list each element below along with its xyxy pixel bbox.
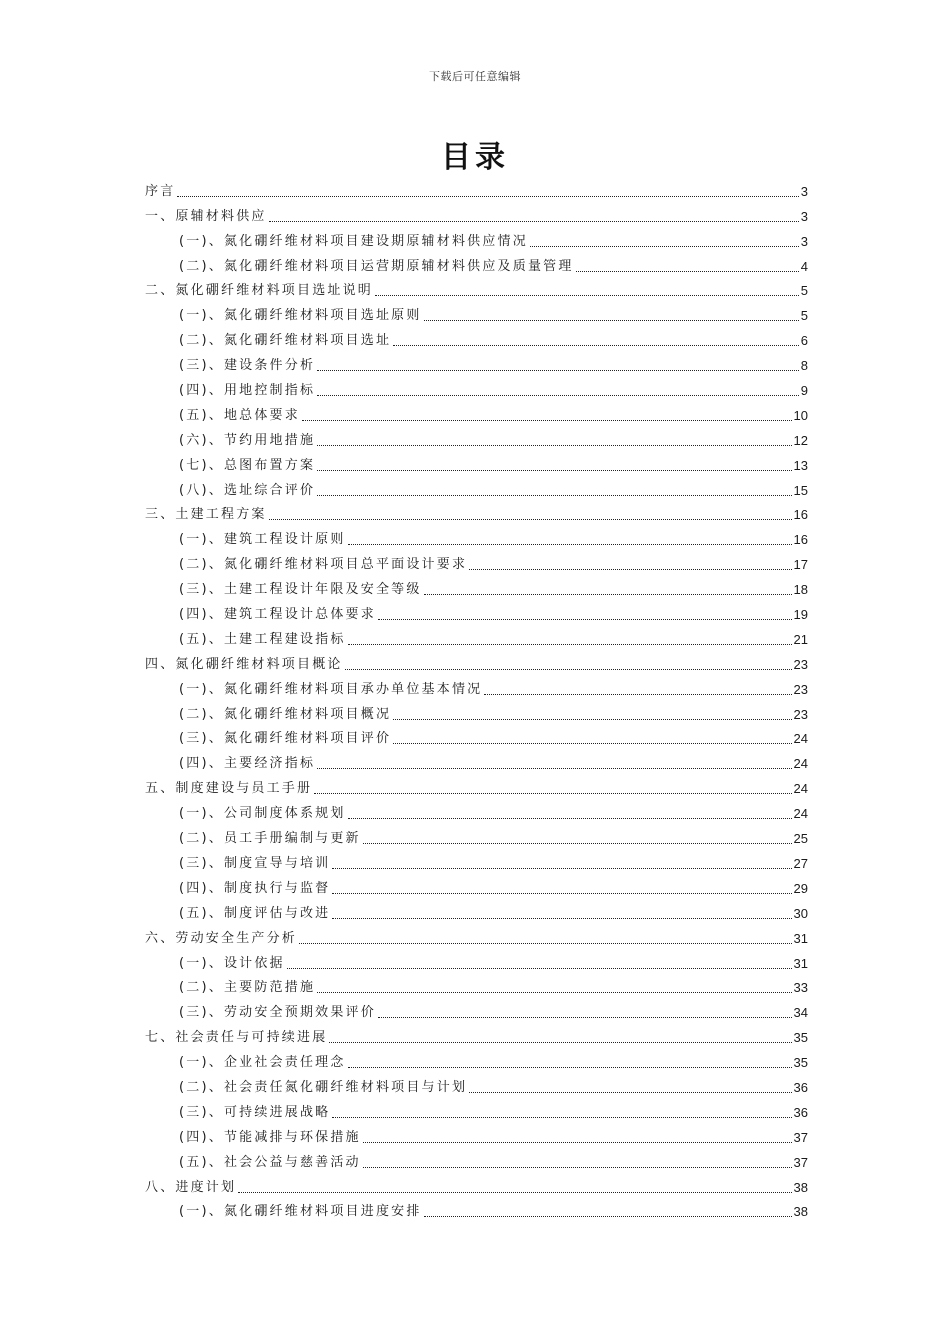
toc-dot-leader bbox=[348, 544, 792, 545]
toc-dot-leader bbox=[317, 395, 799, 396]
toc-dot-leader bbox=[393, 345, 799, 346]
toc-entry[interactable] bbox=[145, 1196, 808, 1221]
toc-entry[interactable] bbox=[145, 374, 808, 399]
toc-entry-label: 八、进度计划 bbox=[145, 1179, 237, 1195]
toc-entry-label: (二)、氮化硼纤维材料项目选址 bbox=[179, 333, 392, 349]
toc-entry[interactable] bbox=[145, 1096, 808, 1121]
toc-entry-label: (四)、建筑工程设计总体要求 bbox=[179, 607, 376, 623]
toc-entry-page: 34 bbox=[793, 1005, 808, 1021]
toc-entry-page: 16 bbox=[793, 507, 808, 523]
toc-dot-leader bbox=[302, 420, 792, 421]
toc-entry-page: 35 bbox=[793, 1055, 808, 1071]
toc-entry-page: 9 bbox=[800, 383, 808, 399]
toc-entry-page: 38 bbox=[793, 1179, 808, 1195]
toc-entry-page: 33 bbox=[793, 980, 808, 996]
toc-dot-leader bbox=[424, 594, 792, 595]
toc-entry-label: (二)、氮化硼纤维材料项目总平面设计要求 bbox=[179, 557, 468, 573]
toc-entry-label: 一、原辅材料供应 bbox=[145, 208, 267, 224]
toc-entry[interactable] bbox=[145, 299, 808, 324]
toc-entry-page: 5 bbox=[800, 283, 808, 299]
toc-dot-leader bbox=[332, 868, 791, 869]
toc-entry-page: 38 bbox=[793, 1204, 808, 1220]
toc-entry-label: (二)、主要防范措施 bbox=[179, 980, 316, 996]
toc-entry-page: 10 bbox=[793, 407, 808, 423]
toc-entry[interactable] bbox=[145, 424, 808, 449]
toc-entry[interactable] bbox=[145, 449, 808, 474]
toc-entry-page: 4 bbox=[800, 258, 808, 274]
toc-entry[interactable] bbox=[145, 573, 808, 598]
toc-entry-label: (一)、氮化硼纤维材料项目选址原则 bbox=[179, 308, 422, 324]
toc-entry[interactable] bbox=[145, 747, 808, 772]
toc-entry[interactable] bbox=[145, 598, 808, 623]
toc-dot-leader bbox=[348, 818, 792, 819]
toc-entry[interactable] bbox=[145, 1121, 808, 1146]
toc-entry-label: (一)、氮化硼纤维材料项目建设期原辅材料供应情况 bbox=[179, 233, 528, 249]
toc-dot-leader bbox=[287, 968, 792, 969]
toc-dot-leader bbox=[484, 694, 791, 695]
toc-entry-label: (一)、企业社会责任理念 bbox=[179, 1055, 346, 1071]
toc-dot-leader bbox=[317, 992, 791, 993]
toc-entry-label: (三)、氮化硼纤维材料项目评价 bbox=[179, 731, 392, 747]
toc-entry-label: (五)、社会公益与慈善活动 bbox=[179, 1154, 361, 1170]
toc-entry-label: (一)、公司制度体系规划 bbox=[179, 806, 346, 822]
toc-entry-label: (五)、土建工程建设指标 bbox=[179, 631, 346, 647]
toc-entry[interactable] bbox=[145, 623, 808, 648]
toc-entry-label: (三)、建设条件分析 bbox=[179, 358, 316, 374]
toc-entry-page: 8 bbox=[800, 358, 808, 374]
toc-dot-leader bbox=[378, 619, 792, 620]
toc-entry-page: 13 bbox=[793, 457, 808, 473]
toc-entry[interactable] bbox=[145, 996, 808, 1021]
toc-entry[interactable] bbox=[145, 523, 808, 548]
toc-entry-page: 24 bbox=[793, 806, 808, 822]
toc-entry[interactable] bbox=[145, 822, 808, 847]
toc-entry-label: (三)、土建工程设计年限及安全等级 bbox=[179, 582, 422, 598]
toc-entry-page: 16 bbox=[793, 532, 808, 548]
toc-entry-page: 36 bbox=[793, 1104, 808, 1120]
toc-entry[interactable] bbox=[145, 698, 808, 723]
toc-entry-label: 五、制度建设与员工手册 bbox=[145, 781, 313, 797]
toc-dot-leader bbox=[363, 843, 792, 844]
toc-entry-page: 17 bbox=[793, 557, 808, 573]
toc-entry-page: 21 bbox=[793, 631, 808, 647]
toc-entry[interactable] bbox=[145, 275, 808, 300]
toc-entry[interactable] bbox=[145, 1021, 808, 1046]
toc-entry[interactable] bbox=[145, 947, 808, 972]
toc-entry-page: 18 bbox=[793, 582, 808, 598]
toc-dot-leader bbox=[424, 320, 799, 321]
toc-dot-leader bbox=[317, 470, 791, 471]
toc-dot-leader bbox=[393, 719, 791, 720]
toc-dot-leader bbox=[314, 793, 791, 794]
toc-entry-label: (四)、用地控制指标 bbox=[179, 383, 316, 399]
toc-entry[interactable] bbox=[145, 548, 808, 573]
toc-entry[interactable] bbox=[145, 922, 808, 947]
toc-dot-leader bbox=[469, 569, 791, 570]
toc-entry-label: (一)、氮化硼纤维材料项目进度安排 bbox=[179, 1204, 422, 1220]
toc-dot-leader bbox=[317, 445, 791, 446]
toc-dot-leader bbox=[317, 768, 791, 769]
toc-entry[interactable] bbox=[145, 200, 808, 225]
toc-entry[interactable] bbox=[145, 474, 808, 499]
toc-entry-page: 15 bbox=[793, 482, 808, 498]
toc-entry-label: (一)、设计依据 bbox=[179, 955, 285, 971]
toc-dot-leader bbox=[469, 1092, 791, 1093]
toc-entry[interactable] bbox=[145, 673, 808, 698]
toc-dot-leader bbox=[317, 495, 791, 496]
toc-entry[interactable] bbox=[145, 847, 808, 872]
toc-entry[interactable] bbox=[145, 399, 808, 424]
toc-entry-label: (二)、氮化硼纤维材料项目概况 bbox=[179, 706, 392, 722]
toc-entry-label: 三、土建工程方案 bbox=[145, 507, 267, 523]
toc-dot-leader bbox=[363, 1167, 792, 1168]
toc-entry-page: 12 bbox=[793, 432, 808, 448]
toc-entry[interactable] bbox=[145, 349, 808, 374]
toc-entry-label: (六)、节约用地措施 bbox=[179, 432, 316, 448]
toc-dot-leader bbox=[393, 743, 791, 744]
toc-entry-page: 23 bbox=[793, 656, 808, 672]
toc-entry-label: (一)、建筑工程设计原则 bbox=[179, 532, 346, 548]
toc-entry-label: (五)、地总体要求 bbox=[179, 407, 300, 423]
toc-entry-page: 37 bbox=[793, 1154, 808, 1170]
toc-entry[interactable] bbox=[145, 897, 808, 922]
toc-entry-label: (八)、选址综合评价 bbox=[179, 482, 316, 498]
toc-entry[interactable] bbox=[145, 324, 808, 349]
toc-entry[interactable] bbox=[145, 1071, 808, 1096]
toc-entry-label: (四)、主要经济指标 bbox=[179, 756, 316, 772]
toc-entry-page: 24 bbox=[793, 731, 808, 747]
toc-dot-leader bbox=[363, 1142, 792, 1143]
toc-entry[interactable] bbox=[145, 1046, 808, 1071]
toc-entry-label: (三)、制度宣导与培训 bbox=[179, 855, 331, 871]
toc-dot-leader bbox=[332, 918, 791, 919]
toc-entry-page: 5 bbox=[800, 308, 808, 324]
header-note: 下载后可任意编辑 bbox=[429, 70, 521, 83]
toc-entry[interactable] bbox=[145, 648, 808, 673]
toc-entry[interactable] bbox=[145, 175, 808, 200]
toc-dot-leader bbox=[378, 1017, 792, 1018]
toc-entry-page: 19 bbox=[793, 607, 808, 623]
toc-entry-label: (七)、总图布置方案 bbox=[179, 457, 316, 473]
toc-entry-page: 25 bbox=[793, 831, 808, 847]
toc-entry-page: 24 bbox=[793, 781, 808, 797]
toc-dot-leader bbox=[329, 1042, 791, 1043]
toc-entry-page: 29 bbox=[793, 880, 808, 896]
toc-entry[interactable] bbox=[145, 723, 808, 748]
toc-entry-label: 序言 bbox=[145, 183, 176, 199]
toc-entry-label: (四)、制度执行与监督 bbox=[179, 880, 331, 896]
toc-entry[interactable] bbox=[145, 1146, 808, 1171]
toc-title: 目录 bbox=[441, 140, 509, 175]
toc-entry-page: 24 bbox=[793, 756, 808, 772]
toc-entry-label: (二)、氮化硼纤维材料项目运营期原辅材料供应及质量管理 bbox=[179, 258, 574, 274]
toc-entry-label: (二)、社会责任氮化硼纤维材料项目与计划 bbox=[179, 1079, 468, 1095]
toc-entry-page: 31 bbox=[793, 930, 808, 946]
toc-dot-leader bbox=[332, 1117, 791, 1118]
toc-dot-leader bbox=[317, 370, 799, 371]
toc-entry-label: 六、劳动安全生产分析 bbox=[145, 930, 298, 946]
toc-entry-label: (一)、氮化硼纤维材料项目承办单位基本情况 bbox=[179, 681, 483, 697]
toc-entry-label: (五)、制度评估与改进 bbox=[179, 905, 331, 921]
toc-entry[interactable] bbox=[145, 972, 808, 997]
toc-entry-page: 27 bbox=[793, 855, 808, 871]
toc-entry[interactable] bbox=[145, 772, 808, 797]
toc-entry-page: 23 bbox=[793, 706, 808, 722]
toc-dot-leader bbox=[348, 1067, 792, 1068]
toc-entry[interactable] bbox=[145, 872, 808, 897]
toc-entry[interactable] bbox=[145, 499, 808, 524]
toc-dot-leader bbox=[332, 893, 791, 894]
toc-entry-page: 23 bbox=[793, 681, 808, 697]
toc-entry-page: 31 bbox=[793, 955, 808, 971]
toc-entry-label: (三)、可持续进展战略 bbox=[179, 1104, 331, 1120]
toc-dot-leader bbox=[269, 519, 792, 520]
toc-dot-leader bbox=[238, 1192, 791, 1193]
toc-entry-page: 3 bbox=[800, 233, 808, 249]
toc-entry-label: 二、氮化硼纤维材料项目选址说明 bbox=[145, 283, 374, 299]
toc-dot-leader bbox=[375, 295, 799, 296]
toc-entry[interactable] bbox=[145, 1171, 808, 1196]
toc-entry-page: 3 bbox=[800, 183, 808, 199]
toc-entry-page: 3 bbox=[800, 208, 808, 224]
toc-entry-page: 36 bbox=[793, 1079, 808, 1095]
toc-dot-leader bbox=[345, 669, 792, 670]
toc-dot-leader bbox=[348, 644, 792, 645]
toc-entry[interactable] bbox=[145, 797, 808, 822]
toc-entry-page: 37 bbox=[793, 1129, 808, 1145]
toc-entry[interactable] bbox=[145, 250, 808, 275]
toc-dot-leader bbox=[576, 271, 799, 272]
toc-dot-leader bbox=[269, 221, 799, 222]
toc-dot-leader bbox=[530, 246, 799, 247]
toc-entry-page: 6 bbox=[800, 333, 808, 349]
toc-entry-label: (三)、劳动安全预期效果评价 bbox=[179, 1005, 376, 1021]
toc-dot-leader bbox=[177, 196, 798, 197]
toc-entry[interactable] bbox=[145, 225, 808, 250]
toc-entry-label: 七、社会责任与可持续进展 bbox=[145, 1030, 328, 1046]
toc-dot-leader bbox=[424, 1216, 792, 1217]
toc-list bbox=[145, 175, 808, 1220]
toc-entry-page: 30 bbox=[793, 905, 808, 921]
toc-dot-leader bbox=[299, 943, 792, 944]
toc-entry-page: 35 bbox=[793, 1030, 808, 1046]
toc-entry-label: (二)、员工手册编制与更新 bbox=[179, 831, 361, 847]
toc-entry-label: 四、氮化硼纤维材料项目概论 bbox=[145, 656, 343, 672]
toc-entry-label: (四)、节能减排与环保措施 bbox=[179, 1129, 361, 1145]
